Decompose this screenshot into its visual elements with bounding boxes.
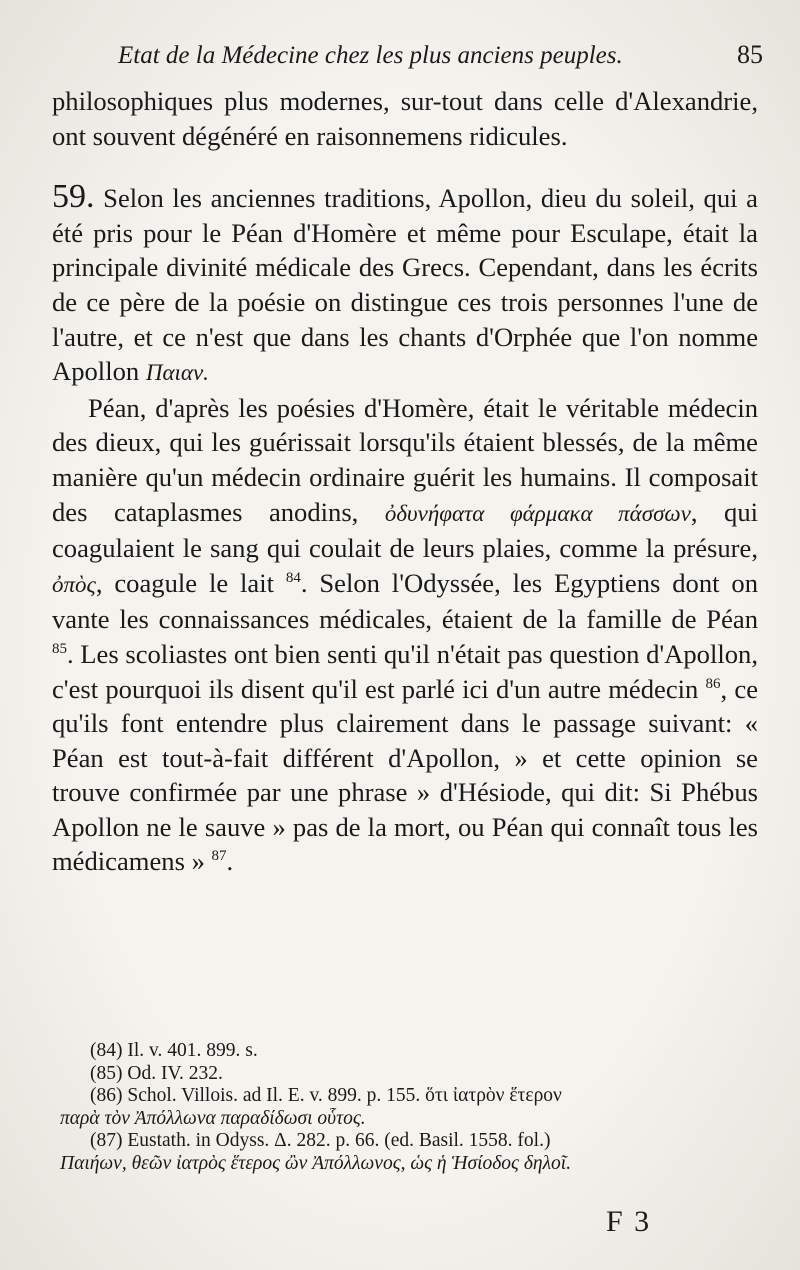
greek-phrase: ὀδυνήφατα φάρμακα πάσσων [384, 500, 691, 526]
body-text [52, 84, 758, 879]
footnote-ref-86: 86 [705, 675, 721, 692]
footnote-87: (87) Eustath. in Odyss. Δ. 282. p. 66. (ed. Basil. 1558. fol.) [90, 1130, 551, 1151]
page-number: 85 [737, 40, 763, 69]
footnote-86: (86) Schol. Villois. ad Il. E. v. 899. p. 155. ὅτι ἰατρὸν ἕτερον [90, 1085, 562, 1106]
paragraph-continued: philosophiques plus modernes, sur-tout dans celle d'Alexandrie, ont souvent dégénéré en raisonnemens ridicules. [52, 86, 758, 151]
paragraph-pean [52, 391, 758, 879]
paragraph-text: . Les scoliastes ont bien senti qu'il n'était pas question d'Apollon, c'est pourquoi ils disent qu'il est parlé ici d'un autre médecin [52, 638, 758, 704]
running-head: Etat de la Médecine chez les plus anciens peuples. [118, 42, 623, 69]
footnote-ref-84: 84 [285, 569, 301, 586]
footnote-87-continued: Παιήων, θεῶν ἰατρὸς ἕτερος ὢν Ἀπόλλωνος, ὡς ἡ Ἡσίοδος δηλοῖ. [60, 1152, 572, 1174]
page-header [118, 40, 763, 80]
greek-word: Παιαν. [145, 360, 209, 386]
footnotes [52, 1040, 764, 1175]
greek-word: ὀπὸς [52, 571, 96, 597]
footnote-86-continued: παρὰ τὸν Ἀπόλλωνα παραδίδωσι οὗτος. [60, 1107, 366, 1129]
section-number: 59. [52, 178, 95, 216]
footnote-ref-85: 85 [52, 640, 67, 657]
footnote-84: (84) Il. v. 401. 899. s. [90, 1040, 258, 1061]
signature-mark: F 3 [606, 1205, 652, 1238]
paragraph-text: . Selon l'Odyssée, les Egyptiens dont on vante les connaissances médicales, étaient de la famille de Péan [52, 567, 758, 635]
paragraph-text: , qui coagulaient le sang qui coulait de leurs plaies, comme la présure, [52, 496, 759, 564]
footnote-85: (85) Od. IV. 232. [90, 1062, 223, 1084]
paragraph-59 [52, 178, 758, 391]
footnote-ref-87: 87 [211, 848, 227, 865]
paragraph-text: . [226, 846, 234, 877]
paragraph-text: , ce qu'ils font entendre plus clairement dans le passage suivant: « Péan est tout-à-fait différent d'Apollon, » et cette opinion se trouve confirmée par une phrase » d'Hésiode, qui dit: Si Phébus Apollon ne le sauve » pas de la mort, ou Péan qui connaît tous les médicamens » [52, 673, 759, 877]
paragraph-text: , coagule le lait [95, 567, 286, 598]
paragraph-text: Selon les anciennes traditions, Apollon, dieu du soleil, qui a été pris pour le Péan d'Homère et même pour Esculape, était la principale divinité médicale des Grecs. Cependant, dans les écrits de ce père de la poésie on distingue ces trois personnes l'une de l'autre, et ce n'est que dans les chants d'Orphée que l'on nomme Apollon [52, 183, 758, 387]
paragraph-text: Péan, d'après les poésies d'Homère, était le véritable médecin des dieux, qui les guérissait lorsqu'ils étaient blessés, de la même manière qu'un médecin ordinaire guérit les humains. Il composait des cataplasmes anodins, [52, 392, 758, 527]
